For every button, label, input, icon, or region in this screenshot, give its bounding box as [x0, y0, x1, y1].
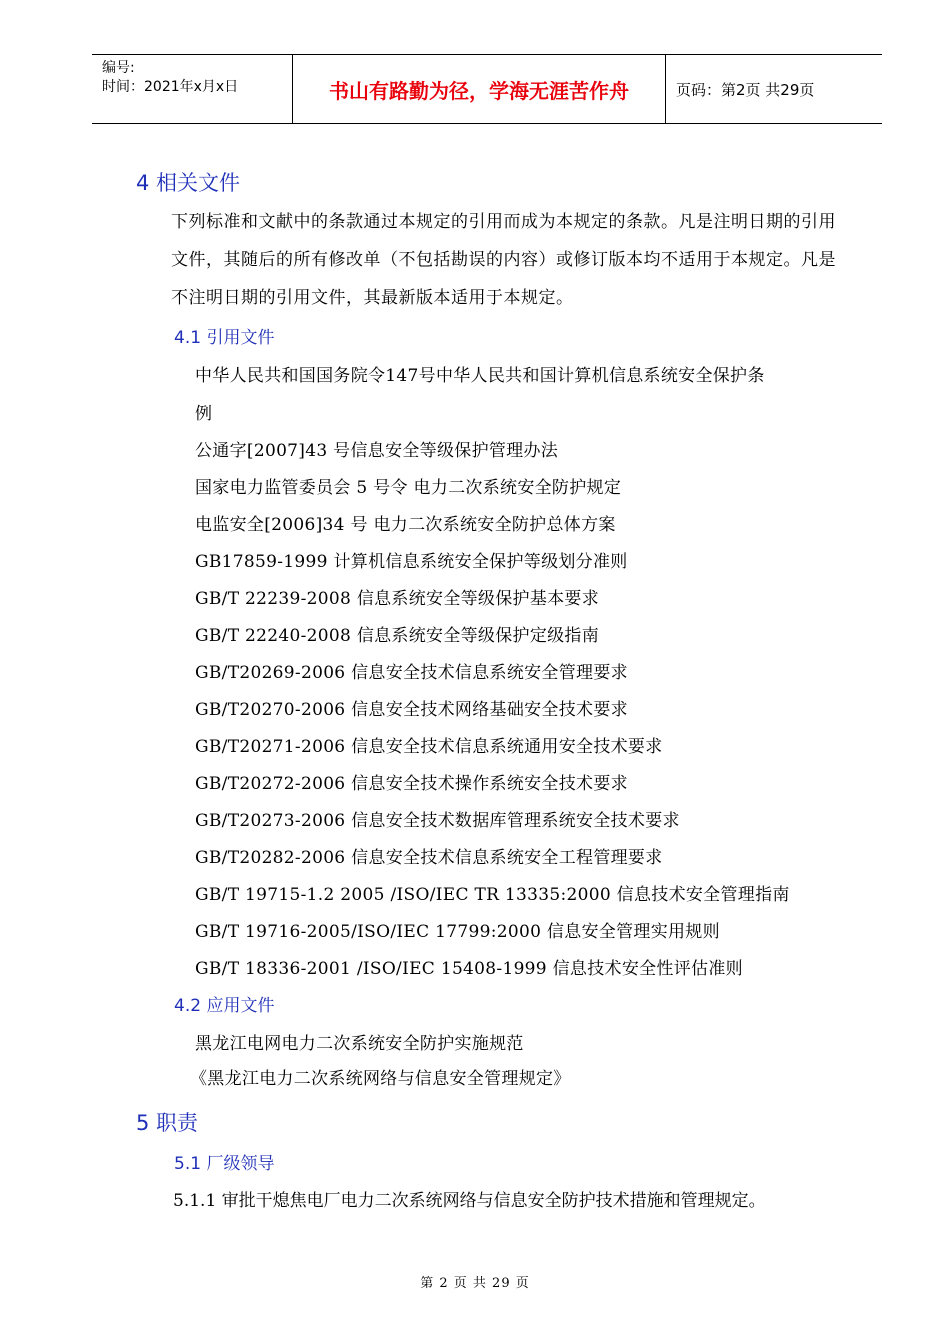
reference-item: 中华人民共和国国务院令147号中华人民共和国计算机信息系统安全保护条 [195, 366, 765, 386]
reference-item: 公通字[2007]43 号信息安全等级保护管理办法 [195, 441, 559, 461]
header-meta [92, 55, 293, 123]
page-footer: 第 2 页 共 29 页 [420, 1276, 530, 1291]
reference-item: GB/T 19716-2005/ISO/IEC 17799:2000 信息安全管理实用规则 [195, 922, 720, 942]
section-4-2-heading: 4.2 应用文件 [174, 996, 275, 1016]
reference-item: GB/T20270-2006 信息安全技术网络基础安全技术要求 [195, 700, 628, 720]
clause-5-1-1: 5.1.1 审批干熄焦电厂电力二次系统网络与信息安全防护技术措施和管理规定。 [173, 1191, 766, 1211]
reference-item: GB17859-1999 计算机信息系统安全保护等级划分准则 [195, 552, 628, 572]
section-4-heading: 4 相关文件 [136, 171, 241, 195]
application-item: 《黑龙江电力二次系统网络与信息安全管理规定》 [190, 1069, 571, 1089]
time-label: 时间：2021年x月x日 [102, 79, 239, 95]
reference-item: GB/T20272-2006 信息安全技术操作系统安全技术要求 [195, 774, 628, 794]
reference-item: GB/T20282-2006 信息安全技术信息系统安全工程管理要求 [195, 848, 663, 868]
section-4-intro: 下列标准和文献中的条款通过本规定的引用而成为本规定的条款。凡是注明日期的引用文件，其随后的所有修改单（不包括勘误的内容）或修订版本均不适用于本规定。凡是不注明日期的引用文件，其最新版本适用于本规定。 [171, 212, 836, 308]
section-4-1-heading: 4.1 引用文件 [174, 328, 275, 348]
header-page-info: 页码：第2页 共29页 [676, 80, 815, 99]
number-label: 编号: [102, 60, 135, 76]
reference-item: GB/T 22239-2008 信息系统安全等级保护基本要求 [195, 589, 600, 609]
section-5-heading: 5 职责 [136, 1111, 199, 1135]
application-item: 黑龙江电网电力二次系统安全防护实施规范 [195, 1034, 524, 1054]
reference-item: GB/T20269-2006 信息安全技术信息系统安全管理要求 [195, 663, 628, 683]
reference-item: 电监安全[2006]34 号 电力二次系统安全防护总体方案 [195, 515, 616, 535]
reference-item: 国家电力监管委员会 5 号令 电力二次系统安全防护规定 [195, 478, 622, 498]
section-5-1-heading: 5.1 厂级领导 [174, 1154, 275, 1174]
reference-item: GB/T 19715-1.2 2005 /ISO/IEC TR 13335:2000 信息技术安全管理指南 [195, 885, 790, 905]
page-header [92, 54, 882, 124]
header-motto: 书山有路勤为径，学海无涯苦作舟 [293, 55, 666, 123]
reference-item: GB/T 22240-2008 信息系统安全等级保护定级指南 [195, 626, 600, 646]
reference-item: GB/T 18336-2001 /ISO/IEC 15408-1999 信息技术安全性评估准则 [195, 959, 743, 979]
reference-item: GB/T20273-2006 信息安全技术数据库管理系统安全技术要求 [195, 811, 680, 831]
reference-item: 例 [195, 404, 213, 424]
reference-item: GB/T20271-2006 信息安全技术信息系统通用安全技术要求 [195, 737, 663, 757]
